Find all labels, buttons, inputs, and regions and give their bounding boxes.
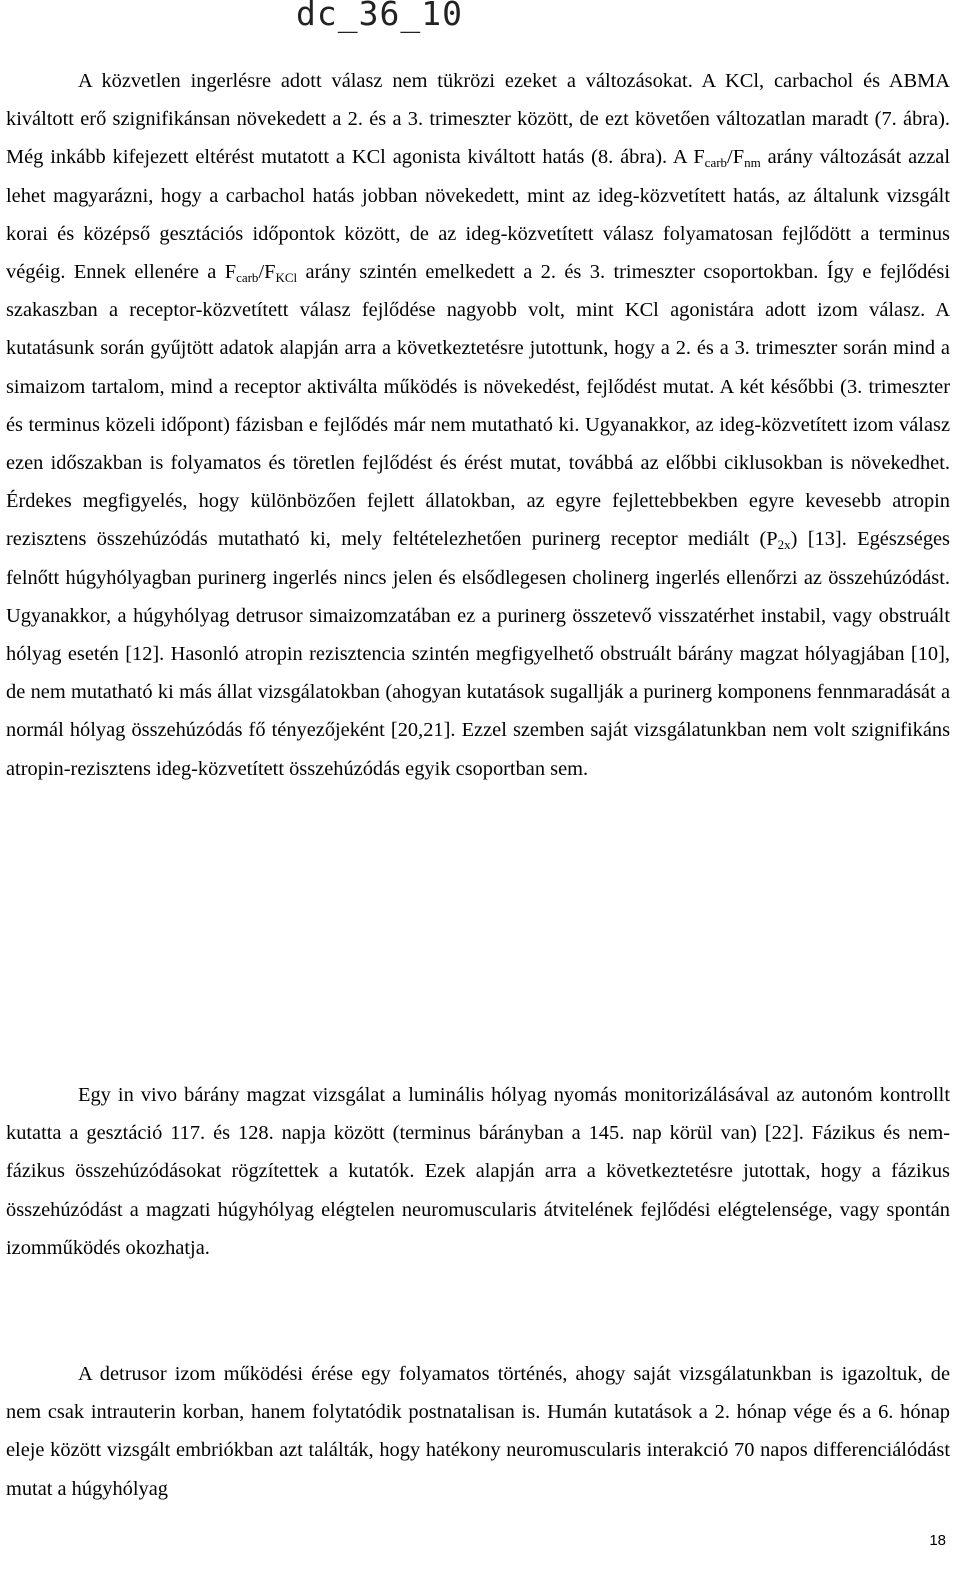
subscript-nm: nm	[744, 155, 761, 171]
text-run: arány szintén emelkedett a 2. és 3. trimeszter csoportokban. Így e fejlődési szakaszban a receptor-közvetített válasz fejlődése nagyobb volt, mint KCl agonistára adott izom válasz. A kutatásunk során gyűjtött adatok alapján arra a következtetésre jutottunk, hogy a 2. és a 3. trimeszter során mind a simaizom tartalom, mind a receptor aktiválta működés is növekedést, fejlődést mutat. A két későbbi (3. trimeszter és terminus közeli időpont) fázisban e fejlődés már nem mutatható ki. Ugyanakkor, az ideg-közvetített izom válasz ezen időszakban is folyamatos és töretlen fejlődést és érést mutat, továbbá az előbbi ciklusokban is növekedhet. Érdekes megfigyelés, hogy különbözően fejlett állatokban, az egyre fejlettebbekben egyre kevesebb atropin rezisztens összehúzódás mutatható ki, mely feltételezhetően purinerg receptor mediált (P	[6, 261, 950, 551]
text-run: ) [13]. Egészséges felnőtt húgyhólyagban purinerg ingerlés nincs jelen és elsődlegesen cholinerg ingerlés ellenőrzi az összehúzódást. Ugyanakkor, a húgyhólyag detrusor simaizomzatában ez a purinerg összetevő visszatérhet instabil, vagy obstruált hólyag esetén [12]. Hasonló atropin rezisztencia szintén megfigyelhető obstruált bárány magzat hólyagjában [10], de nem mutatható ki más állat vizsgálatokban (ahogyan kutatások sugallják a purinerg komponens fennmaradását a normál hólyag összehúzódás fő tényezőjeként [20,21]. Ezzel szemben saját vizsgálatunkban nem volt szignifikáns atropin-rezisztens ideg-közvetített összehúzódás egyik csoportban sem.	[6, 528, 950, 780]
body-paragraph-2	[6, 1076, 950, 1267]
subscript-kcl: KCl	[275, 270, 298, 286]
paragraph-text: A detrusor izom működési érése egy folyamatos történés, ahogy saját vizsgálatunkban is igazoltuk, de nem csak intrauterin korban, hanem folytatódik postnatalisan is. Humán kutatások a 2. hónap vége és a 6. hónap eleje között vizsgált embriókban azt találták, hogy hatékony neuromuscularis interakció 70 napos differenciálódást mutat a húgyhólyag	[6, 1363, 950, 1500]
paragraph-text: Egy in vivo bárány magzat vizsgálat a luminális hólyag nyomás monitorizálásával az autonóm kontrollt kutatta a gesztáció 117. és 128. napja között (terminus bárányban a 145. nap körül van) [22]. Fázikus és nem-fázikus összehúzódásokat rögzítettek a kutatók. Ezek alapján arra a következtetésre jutottak, hogy a fázikus összehúzódást a magzati húgyhólyag elégtelen neuromuscularis átvitelének fejlődési elégtelensége, vagy spontán izomműködés okozhatja.	[6, 1084, 950, 1259]
text-run: A közvetlen ingerlésre adott válasz nem tükrözi ezeket a változásokat. A KCl, carbachol és ABMA kiváltott erő szignifikánsan növekedett a 2. és a 3. trimeszter között, de ezt követően változatlan maradt (7. ábra). Még inkább kifejezett eltérést mutatott a KCl agonista kiváltott hatás (8. ábra). A F	[6, 70, 950, 169]
body-paragraph-3	[6, 1355, 950, 1508]
document-code-header: dc_36_10	[296, 0, 463, 33]
paragraph-text	[6, 62, 950, 788]
text-run: /F	[727, 146, 745, 169]
text-run: /F	[258, 261, 276, 284]
subscript-carb: carb	[704, 155, 728, 171]
text-run: arány változását azzal lehet magyarázni, hogy a carbachol hatás jobban növekedett, mint az ideg-közvetített hatás, az általunk vizsgált korai és középső gesztációs időpontok között, de az ideg-közvetített válasz folyamatosan fejlődött a terminus végéig. Ennek ellenére a F	[6, 146, 950, 284]
subscript-carb: carb	[236, 270, 259, 286]
body-paragraph-1	[6, 62, 950, 788]
page-number: 18	[929, 1532, 946, 1549]
subscript-2x: 2x	[777, 537, 791, 553]
